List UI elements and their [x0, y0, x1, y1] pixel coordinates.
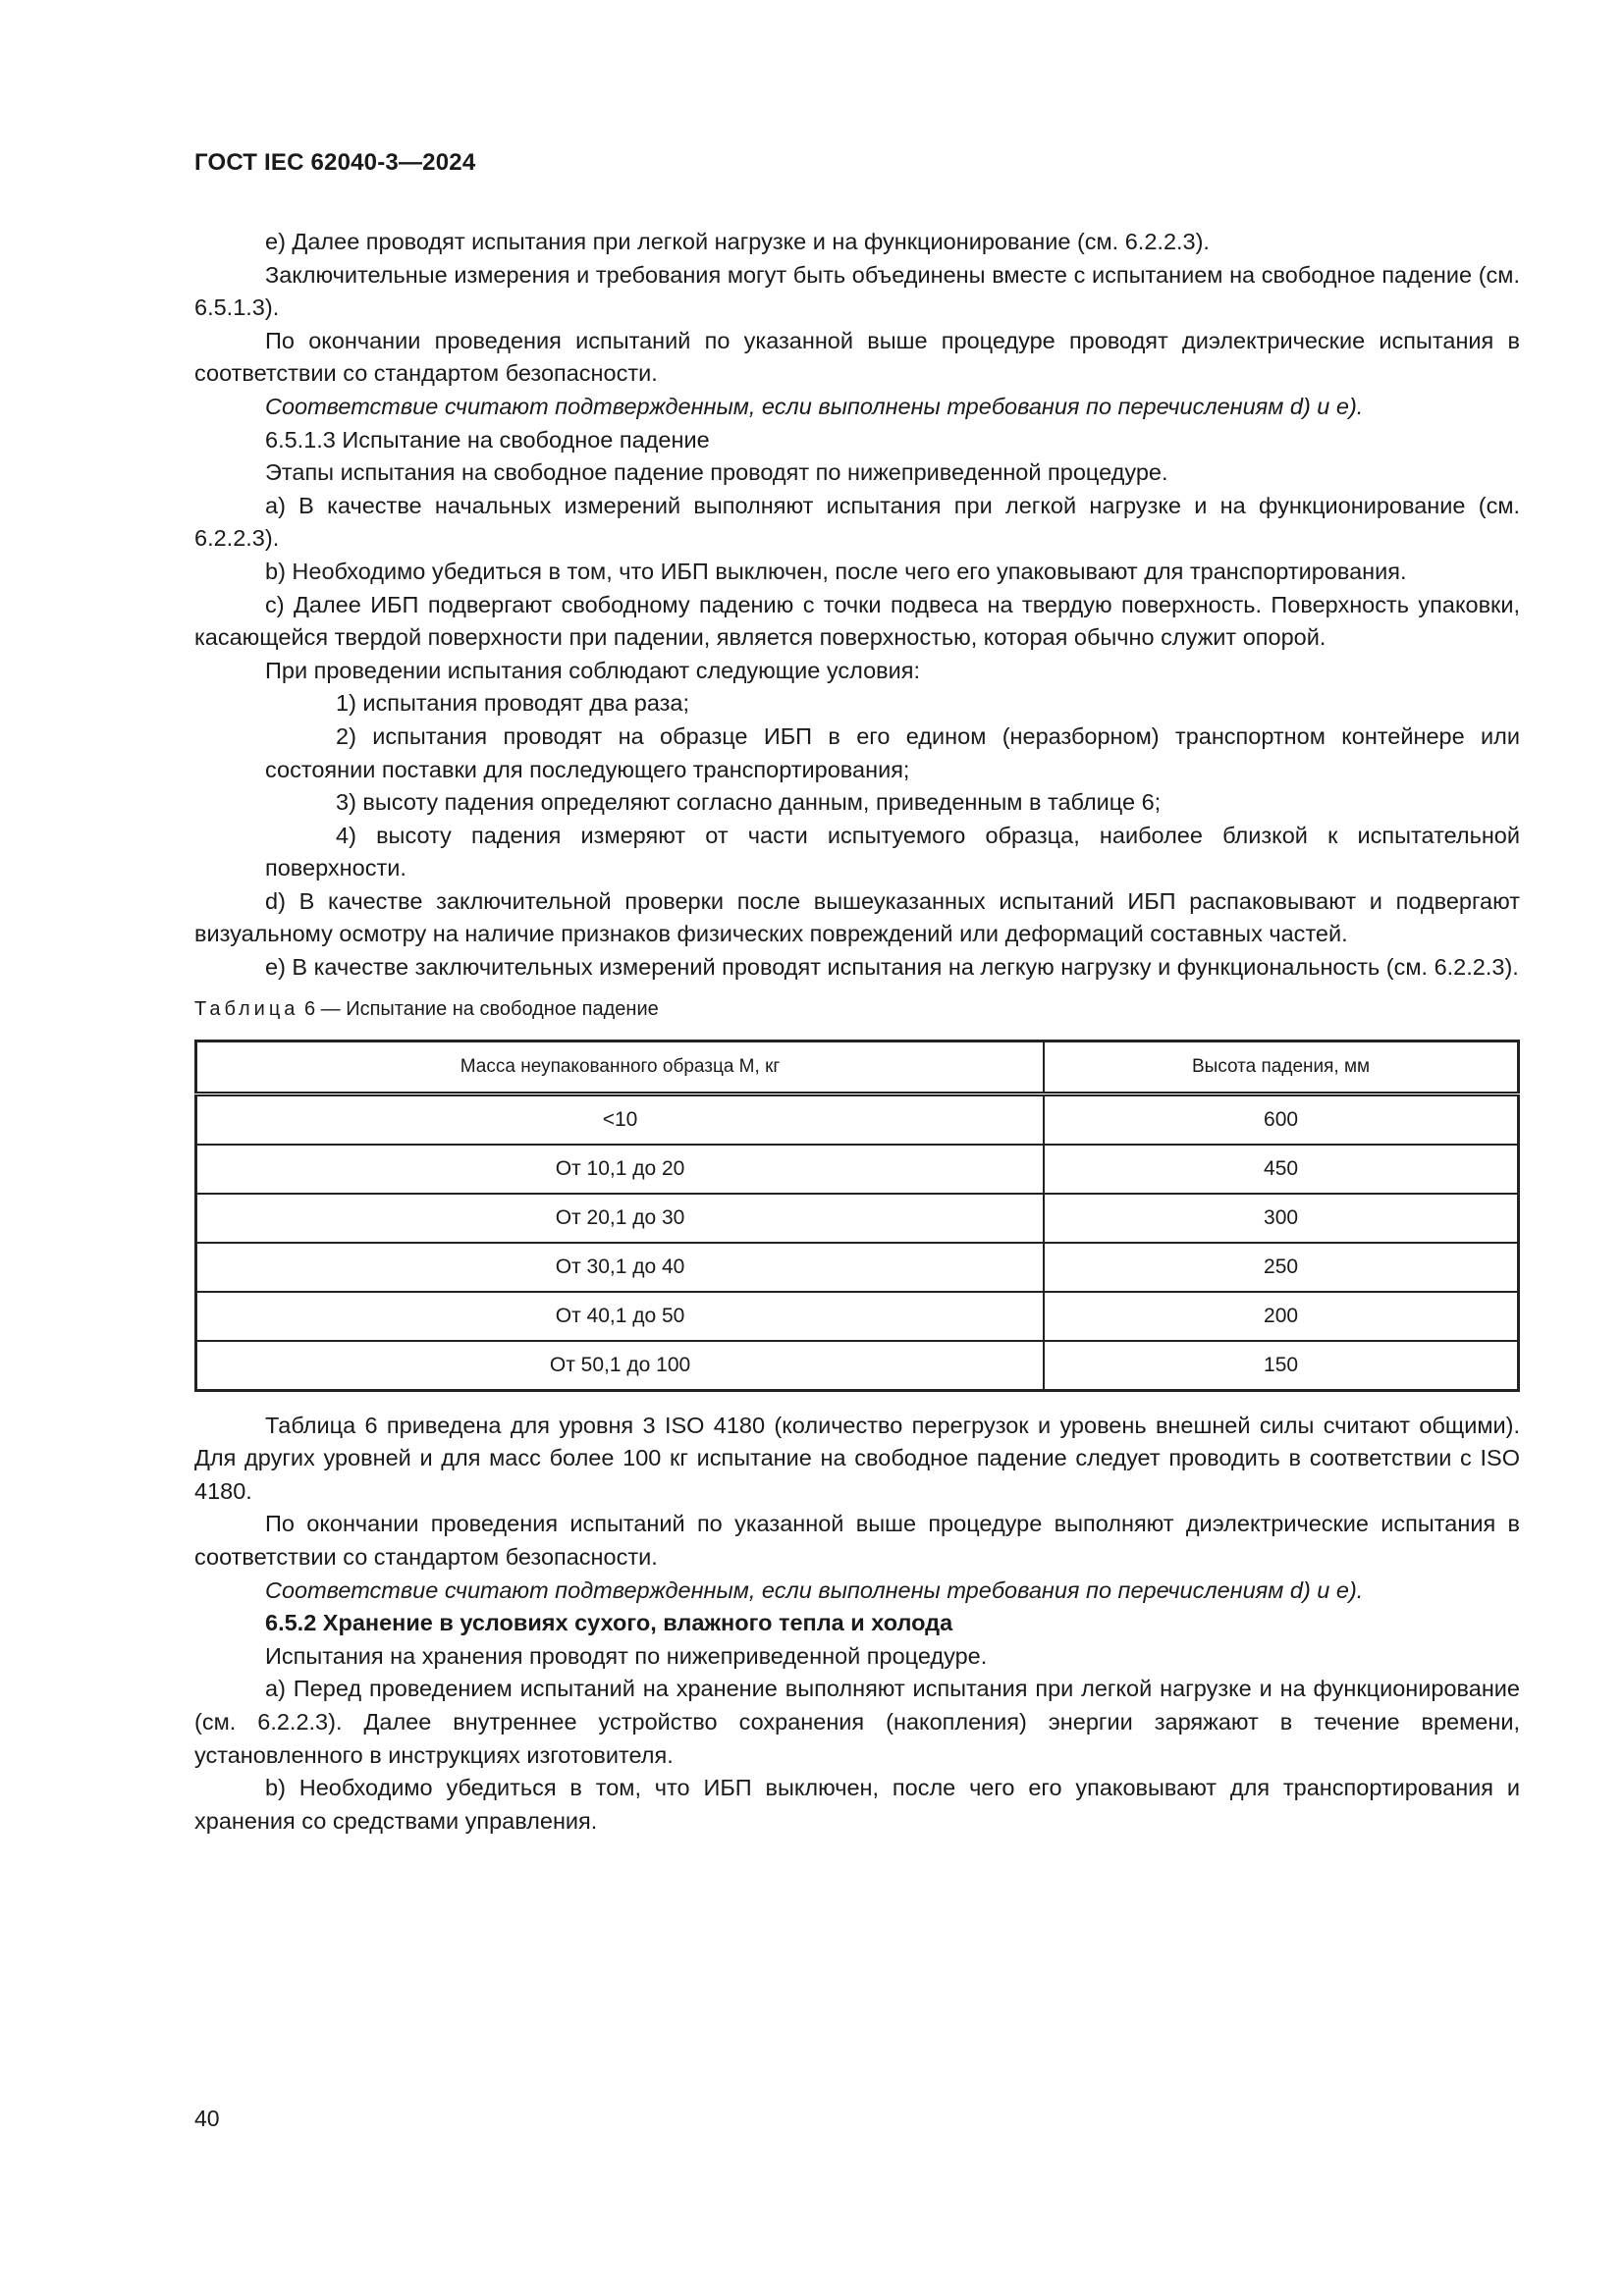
post-table-section — [194, 1410, 1520, 1839]
cell-height: 600 — [1044, 1094, 1518, 1145]
condition-item-4: 4) высоту падения измеряют от части испытуемого образца, наиболее близкой к испытательной поверхности. — [265, 822, 1520, 881]
paragraph: По окончании проведения испытаний по указанной выше процедуре проводят диэлектрические испытания в соответствии со стандартом безопасности. — [194, 327, 1520, 387]
table-row — [196, 1243, 1519, 1292]
cell-mass: <10 — [196, 1094, 1045, 1145]
cell-height: 250 — [1044, 1243, 1518, 1292]
paragraph: Заключительные измерения и требования могут быть объединены вместе с испытанием на свободное падение (см. 6.5.1.3). — [194, 261, 1520, 321]
paragraph: При проведении испытания соблюдают следующие условия: — [265, 657, 921, 683]
cell-height: 450 — [1044, 1145, 1518, 1194]
table-caption-title: 6 — Испытание на свободное падение — [298, 997, 659, 1020]
table-caption-label: Таблица — [194, 997, 299, 1020]
table-row — [196, 1094, 1519, 1145]
list-item-b: b) Необходимо убедиться в том, что ИБП выключен, после чего его упаковывают для транспортирования и хранения со средствами управления. — [194, 1775, 1520, 1834]
table-header-row — [196, 1041, 1519, 1094]
cell-mass: От 10,1 до 20 — [196, 1145, 1045, 1194]
cell-mass: От 20,1 до 30 — [196, 1194, 1045, 1243]
compliance-note: Соответствие считают подтвержденным, если выполнены требования по перечислениям d) и e). — [265, 393, 1364, 419]
list-item-e: e) В качестве заключительных измерений проводят испытания на легкую нагрузку и функциональность (см. 6.2.2.3). — [265, 954, 1519, 981]
column-header-height: Высота падения, мм — [1044, 1041, 1518, 1094]
cell-height: 300 — [1044, 1194, 1518, 1243]
cell-height: 200 — [1044, 1292, 1518, 1341]
paragraph: По окончании проведения испытаний по указанной выше процедуре выполняют диэлектрические испытания в соответствии со стандартом безопасности. — [194, 1511, 1520, 1571]
condition-item-3: 3) высоту падения определяют согласно данным, приведенным в таблице 6; — [336, 789, 1162, 816]
list-item-a: a) В качестве начальных измерений выполняют испытания при легкой нагрузке и на функционирование (см. 6.2.2.3). — [194, 492, 1520, 552]
paragraph: Испытания на хранения проводят по нижеприведенной процедуре. — [265, 1642, 988, 1669]
page-number: 40 — [194, 2106, 220, 2131]
cell-mass: От 40,1 до 50 — [196, 1292, 1045, 1341]
paragraph: e) Далее проводят испытания при легкой нагрузке и на функционирование (см. 6.2.2.3). — [265, 229, 1210, 254]
cell-height: 150 — [1044, 1341, 1518, 1391]
document-header: ГОСТ IEC 62040-3—2024 — [194, 149, 476, 176]
free-fall-table — [194, 1040, 1520, 1392]
list-item-b: b) Необходимо убедиться в том, что ИБП выключен, после чего его упаковывают для транспортирования. — [265, 558, 1407, 584]
condition-item-1: 1) испытания проводят два раза; — [336, 690, 689, 717]
document-body — [194, 226, 1520, 1838]
cell-mass: От 50,1 до 100 — [196, 1341, 1045, 1391]
compliance-note: Соответствие считают подтвержденным, если выполнены требования по перечислениям d) и e). — [265, 1576, 1364, 1603]
list-item-a: a) Перед проведением испытаний на хранение выполняют испытания при легкой нагрузке и на функционирование (см. 6.2.2.3). Далее внутреннее устройство сохранения (накопления) энергии заряжают в течение времени, установленного в инструкциях изготовителя. — [194, 1676, 1520, 1768]
table-row — [196, 1194, 1519, 1243]
list-item-d: d) В качестве заключительной проверки после вышеуказанных испытаний ИБП распаковывают и подвергают визуальному осмотру на наличие признаков физических повреждений или деформаций составных частей. — [194, 887, 1520, 947]
list-item-c: c) Далее ИБП подвергают свободному падению с точки подвеса на твердую поверхность. Поверхность упаковки, касающейся твердой поверхности при падении, является поверхностью, которая обычно служит опорой. — [194, 591, 1520, 651]
condition-item-2: 2) испытания проводят на образце ИБП в его едином (неразборном) транспортном контейнере или состоянии поставки для последующего транспортирования; — [265, 722, 1520, 782]
section-heading-6-5-1-3: 6.5.1.3 Испытание на свободное падение — [265, 426, 710, 453]
table-row — [196, 1341, 1519, 1391]
column-header-mass: Масса неупакованного образца М, кг — [196, 1041, 1045, 1094]
section-heading-6-5-2: 6.5.2 Хранение в условиях сухого, влажного тепла и холода — [265, 1610, 953, 1636]
table-caption — [194, 994, 1520, 1024]
table-row — [196, 1292, 1519, 1341]
paragraph: Этапы испытания на свободное падение проводят по нижеприведенной процедуре. — [265, 459, 1168, 486]
table-note-paragraph: Таблица 6 приведена для уровня 3 ISO 4180 (количество перегрузок и уровень внешней силы считают общими). Для других уровней и для масс более 100 кг испытание на свободное падение следует проводить в соответствии с ISO 4180. — [194, 1412, 1520, 1504]
table-row — [196, 1145, 1519, 1194]
cell-mass: От 30,1 до 40 — [196, 1243, 1045, 1292]
